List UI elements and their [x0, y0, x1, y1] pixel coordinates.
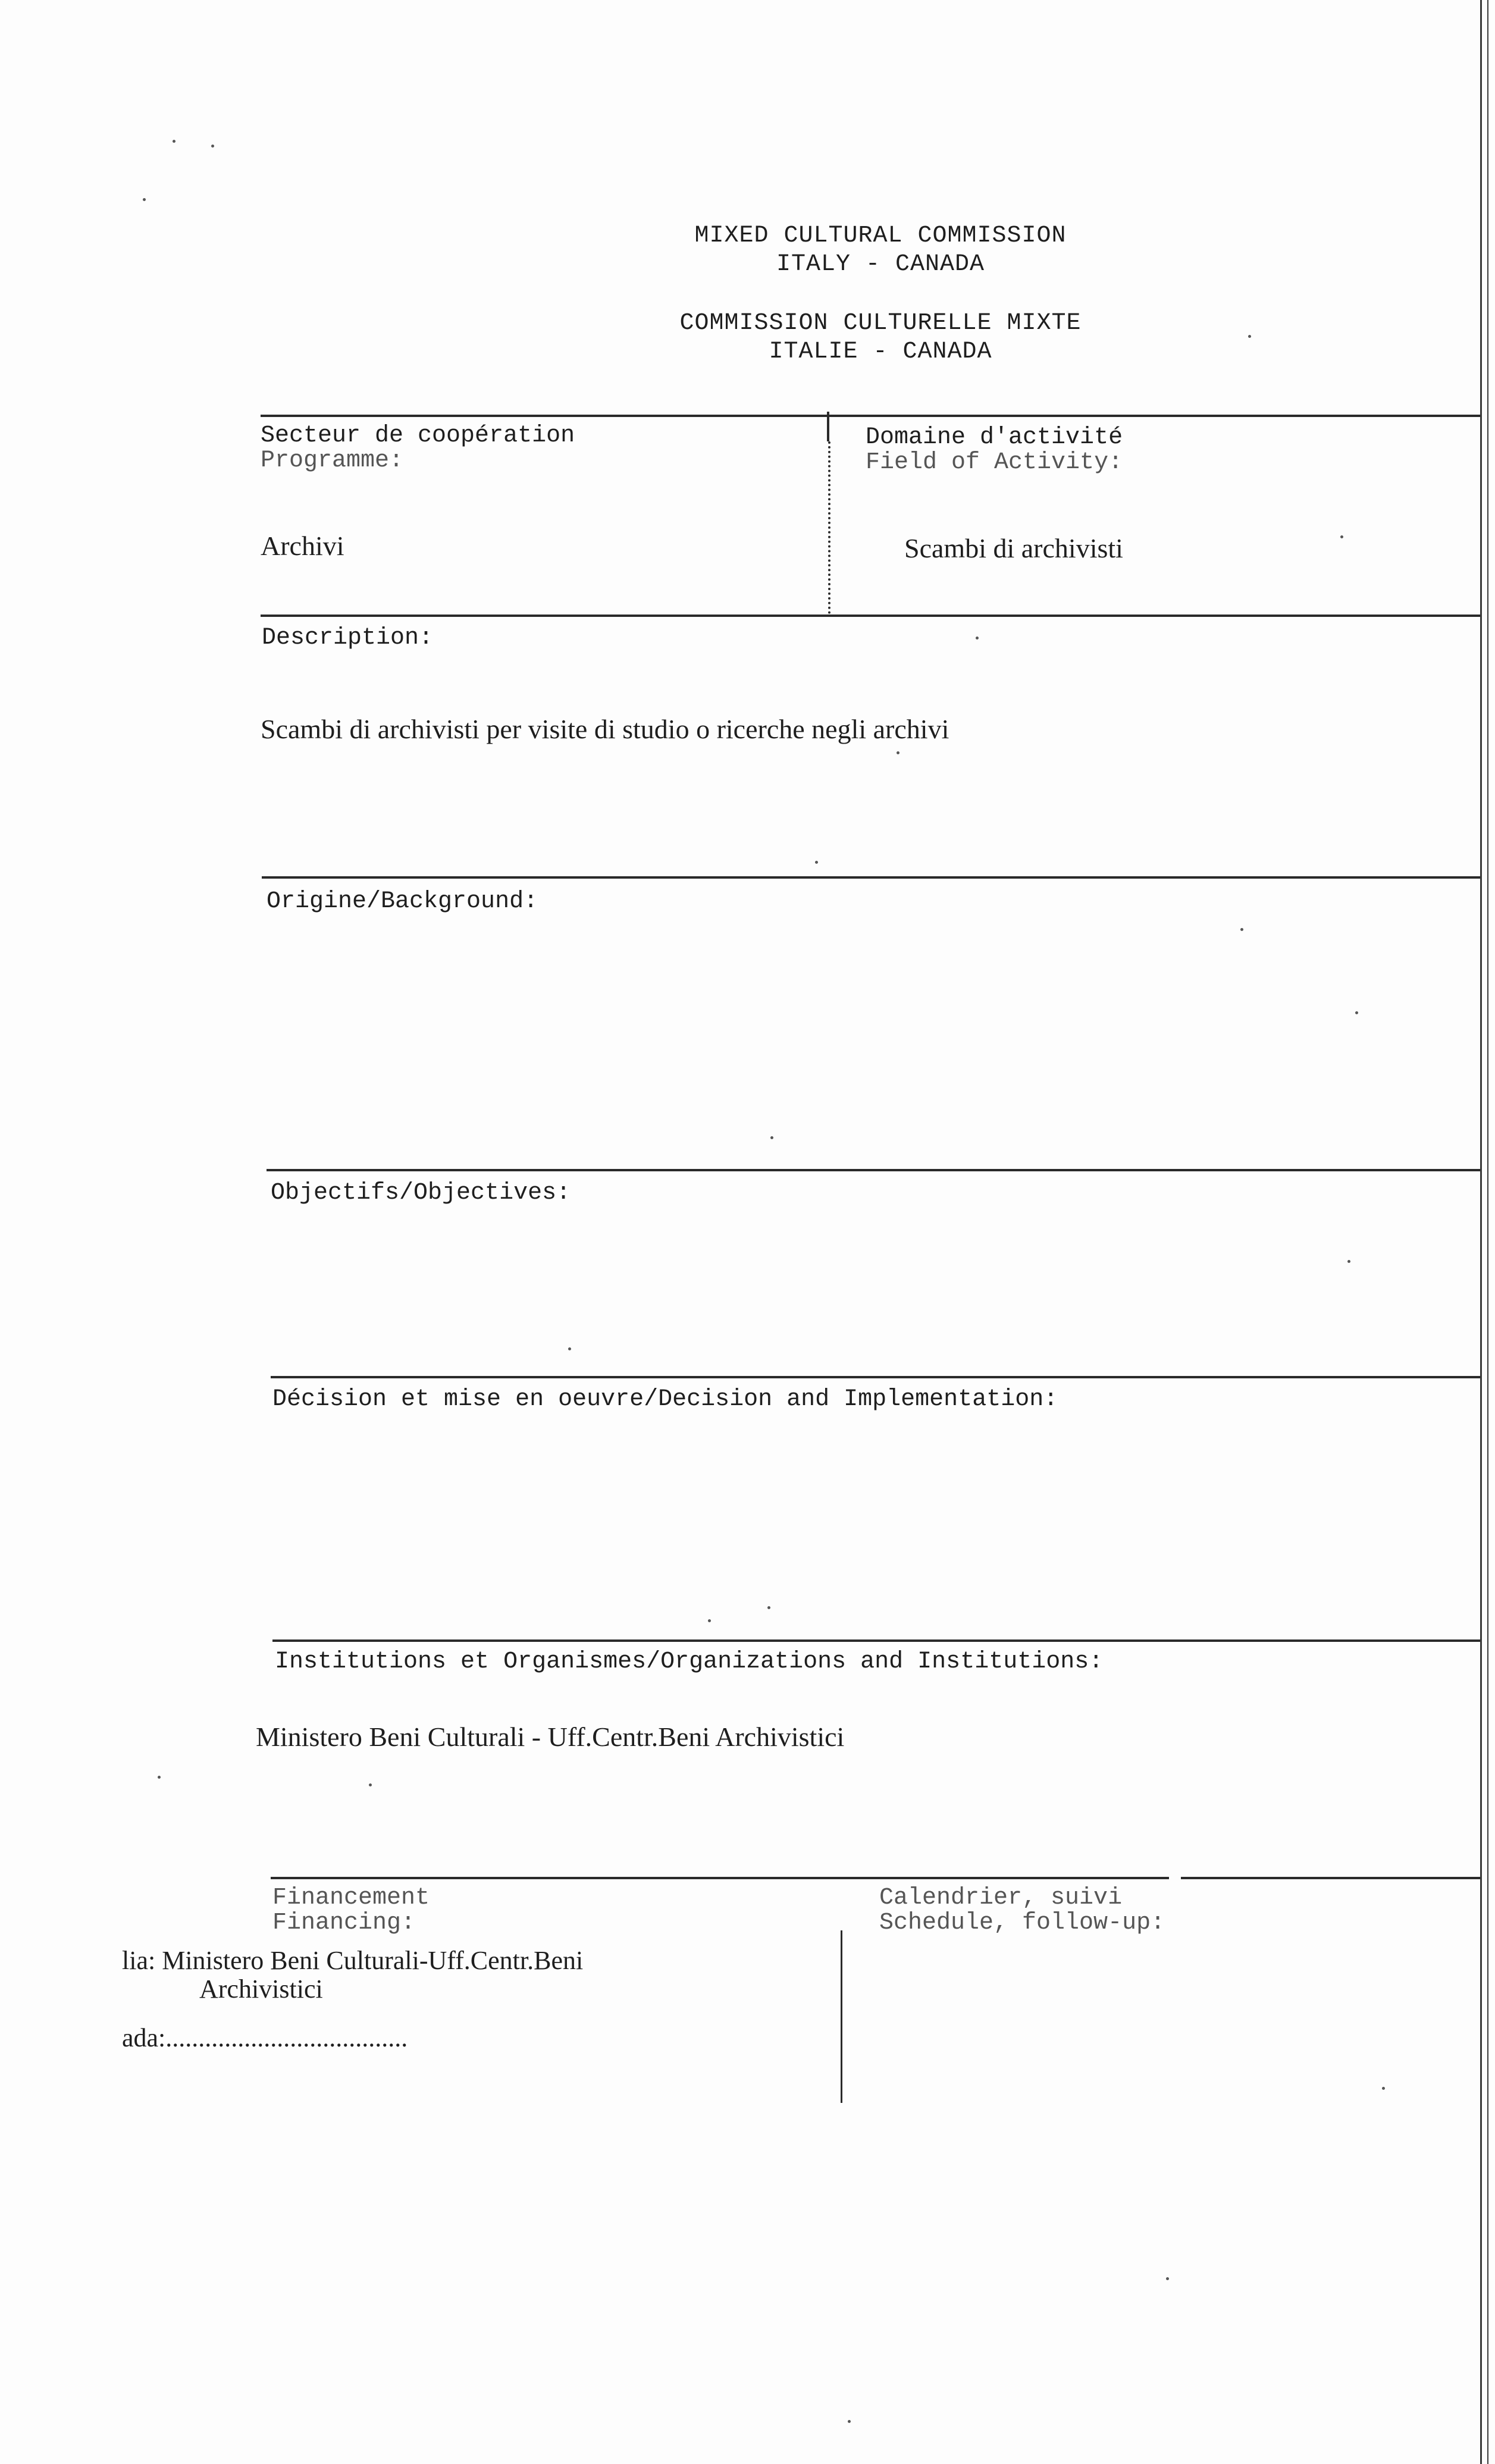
- decision-label: Décision et mise en oeuvre/Decision and Implementation:: [272, 1386, 1058, 1413]
- section-rule: [271, 1376, 1480, 1378]
- section-rule: [267, 1169, 1480, 1171]
- financing-label-en: Financing:: [272, 1910, 416, 1936]
- scan-speck: [770, 1136, 773, 1139]
- scan-speck: [976, 637, 979, 639]
- section-rule: [262, 876, 1480, 879]
- scan-speck: [143, 198, 146, 201]
- scan-speck: [1240, 928, 1243, 931]
- schedule-label-fr: Calendrier, suivi: [879, 1885, 1123, 1911]
- objectives-label: Objectifs/Objectives:: [271, 1180, 571, 1206]
- scan-speck: [815, 861, 818, 864]
- scan-speck: [1248, 335, 1251, 338]
- section-rule: [271, 1877, 1169, 1879]
- scan-speck: [1347, 1260, 1350, 1263]
- financing-label-fr: Financement: [272, 1885, 430, 1911]
- column-divider-dashed: [828, 441, 830, 614]
- column-divider: [841, 1930, 842, 2103]
- financing-italy-line: lia: Ministero Beni Culturali-Uff.Centr.Beni: [122, 1946, 584, 1975]
- domain-value: Scambi di archivisti: [904, 533, 1123, 563]
- page-edge-line: [1480, 0, 1482, 2464]
- financing-canada-line: ada:.....................................: [122, 2023, 408, 2052]
- scan-speck: [173, 140, 175, 143]
- header-countries-fr: ITALIE - CANADA: [769, 338, 992, 365]
- header-title-fr: COMMISSION CULTURELLE MIXTE: [679, 310, 1082, 337]
- section-rule: [261, 415, 1480, 417]
- description-label: Description:: [262, 625, 434, 651]
- scan-speck: [848, 2420, 851, 2423]
- sector-label-en: Programme:: [261, 447, 404, 474]
- sector-label-fr: Secteur de coopération: [261, 422, 575, 449]
- header-title-en: MIXED CULTURAL COMMISSION: [694, 222, 1067, 249]
- scan-speck: [1340, 535, 1343, 538]
- scan-speck: [1166, 2277, 1169, 2280]
- institutions-label: Institutions et Organismes/Organizations and Institutions:: [275, 1648, 1104, 1675]
- domain-label-fr: Domaine d'activité: [866, 424, 1123, 451]
- column-divider: [827, 412, 829, 441]
- scan-speck: [369, 1783, 372, 1786]
- scan-speck: [158, 1776, 161, 1779]
- institutions-value: Ministero Beni Culturali - Uff.Centr.Beni Archivistici: [256, 1722, 845, 1752]
- scan-speck: [1355, 1011, 1358, 1014]
- page-edge-line: [1487, 0, 1488, 2464]
- background-label: Origine/Background:: [267, 888, 538, 915]
- sector-value: Archivi: [261, 531, 344, 561]
- header-countries-en: ITALY - CANADA: [776, 251, 985, 278]
- section-rule: [1181, 1877, 1480, 1879]
- financing-italy-line-cont: Archivistici: [199, 1974, 323, 2004]
- scan-speck: [708, 1619, 711, 1622]
- scan-speck: [897, 751, 899, 754]
- schedule-label-en: Schedule, follow-up:: [879, 1910, 1165, 1936]
- description-value: Scambi di archivisti per visite di studio o ricerche negli archivi: [261, 714, 949, 744]
- scan-speck: [568, 1347, 571, 1350]
- scan-speck: [211, 145, 214, 148]
- section-rule: [261, 615, 1480, 617]
- domain-label-en: Field of Activity:: [866, 449, 1123, 476]
- section-rule: [272, 1639, 1480, 1642]
- scan-speck: [1382, 2087, 1385, 2090]
- scan-speck: [767, 1606, 770, 1609]
